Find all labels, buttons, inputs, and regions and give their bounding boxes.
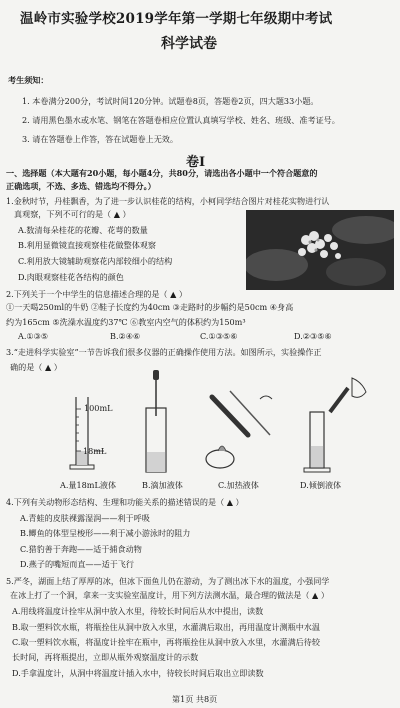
- cylinder-reading: 18mL: [83, 446, 107, 456]
- q5-option-c-line2: 长时间，再将瓶提出，立即从瓶外观察温度计的示数: [12, 652, 199, 662]
- q2-option-c: C.①③⑤⑥: [200, 331, 238, 341]
- q5-option-d: D.手拿温度计，从洞中将温度计插入水中，待较长时间后取出立即读数: [12, 668, 264, 678]
- page-footer: 第1页 共8页: [172, 694, 218, 704]
- q1-option-c: C.利用放大镜辅助观察花内部较细小的结构: [18, 256, 173, 266]
- q4-option-c: C.猎豹善于奔跑——适于捕食动物: [20, 544, 142, 554]
- q2-stem: 2.下列关于一个中学生的信息描述合理的是（ ▲ ）: [6, 289, 187, 299]
- q5-stem-line2: 在冰上打了一个洞，拿来一支实验室温度计，用下列方法测水温，最合理的做法是（ ▲ ）: [10, 590, 329, 600]
- notice-heading: 考生须知：: [8, 75, 49, 85]
- q5-stem-line1: 5.严冬，湖面上结了厚厚的冰，但冰下面鱼儿仍在游动，为了测出冰下水的温度，小强同学: [6, 576, 330, 586]
- q4-option-a: A.青蛙的皮肤裸露湿润——利于呼吸: [20, 513, 150, 523]
- volume-label: 卷Ⅰ: [186, 155, 206, 170]
- q3-label-b: B.滴加液体: [142, 480, 183, 490]
- dropper-figure: [138, 368, 174, 476]
- q5-option-b: B.取一塑料饮水瓶，将瓶拴住从洞中放入水里，水灌满后取出，再用温度计测瓶中水温: [12, 622, 320, 632]
- q1-option-d: D.肉眼观察桂花各结构的颜色: [18, 272, 124, 282]
- q4-option-b: B.鲫鱼的体型呈梭形——利于减小游泳时的阻力: [20, 528, 191, 538]
- heating-tube-figure: [200, 385, 280, 475]
- pouring-figure: [290, 372, 380, 476]
- notice-item-2: 2. 请用黑色墨水或水笔、钢笔在答题卷相应位置认真填写学校、姓名、班级、准考证号。: [22, 115, 340, 125]
- osmanthus-photo: [246, 210, 394, 290]
- section-heading-line2: 正确选项，不选、多选、错选均不得分。）: [6, 181, 156, 191]
- q1-stem-line2: 真观察，下列不可行的是（ ▲ ）: [14, 209, 131, 219]
- q2-info-line1: ①一天喝250ml的牛奶 ②鞋子长度约为40cm ③走路时的步幅约是50cm ④身高: [6, 302, 294, 312]
- q2-option-a: A.①③⑤: [18, 331, 49, 341]
- notice-item-1: 1. 本卷满分200分，考试时间120分钟。试题卷8页，答题卷2页，四大题33小题。: [22, 96, 319, 106]
- q1-option-a: A.数清每朵桂花的花瓣、花萼的数量: [18, 225, 148, 235]
- q1-option-b: B.利用显微镜直接观察桂花做整体观察: [18, 240, 157, 250]
- q3-label-d: D.倾倒液体: [300, 480, 342, 490]
- q3-stem-line1: 3.“走进科学实验室”一节告诉我们很多仪器的正确操作使用方法。如图所示，实验操作正: [6, 347, 322, 357]
- q2-info-line2: 约为165cm ⑤洗澡水温度约37℃ ⑥教室内空气的体积约为150m³: [6, 317, 246, 327]
- q4-option-d: D.燕子的嘴短而直——适于飞行: [20, 559, 134, 569]
- q5-option-c-line1: C.取一塑料饮水瓶，将温度计拴牢在瓶中，再将瓶拴住从洞中放入水里，水灌满后待较: [12, 637, 320, 647]
- q3-label-c: C.加热液体: [218, 480, 259, 490]
- paper-subtitle: 科学试卷: [161, 36, 217, 52]
- q3-stem-line2: 确的是（ ▲ ）: [10, 362, 62, 372]
- q5-option-a: A.用线将温度计拴牢从洞中放入水里，待较长时间后从水中提出，读数: [12, 606, 264, 616]
- q3-label-a: A.量18mL液体: [60, 480, 117, 490]
- notice-item-3: 3. 请在答题卷上作答，答在试题卷上无效。: [22, 134, 178, 144]
- q1-stem-line1: 1.金秋时节，丹桂飘香，为了进一步认识桂花的结构，小柯同学结合图片对桂花实物进行认: [6, 196, 330, 206]
- section-heading-line1: 一、选择题（本大题有20小题，每小题4分，共80分，请选出各小题中一个符合题意的: [6, 168, 318, 178]
- exam-title: 温岭市实验学校2019学年第一学期七年级期中考试: [20, 11, 333, 27]
- q4-stem: 4.下列有关动物形态结构、生理和功能关系的描述错误的是（ ▲ ）: [6, 497, 244, 507]
- q2-option-d: D.②③⑤⑥: [294, 331, 332, 341]
- cylinder-top-scale: 100mL: [84, 403, 113, 413]
- q2-option-b: B.②④⑥: [110, 331, 141, 341]
